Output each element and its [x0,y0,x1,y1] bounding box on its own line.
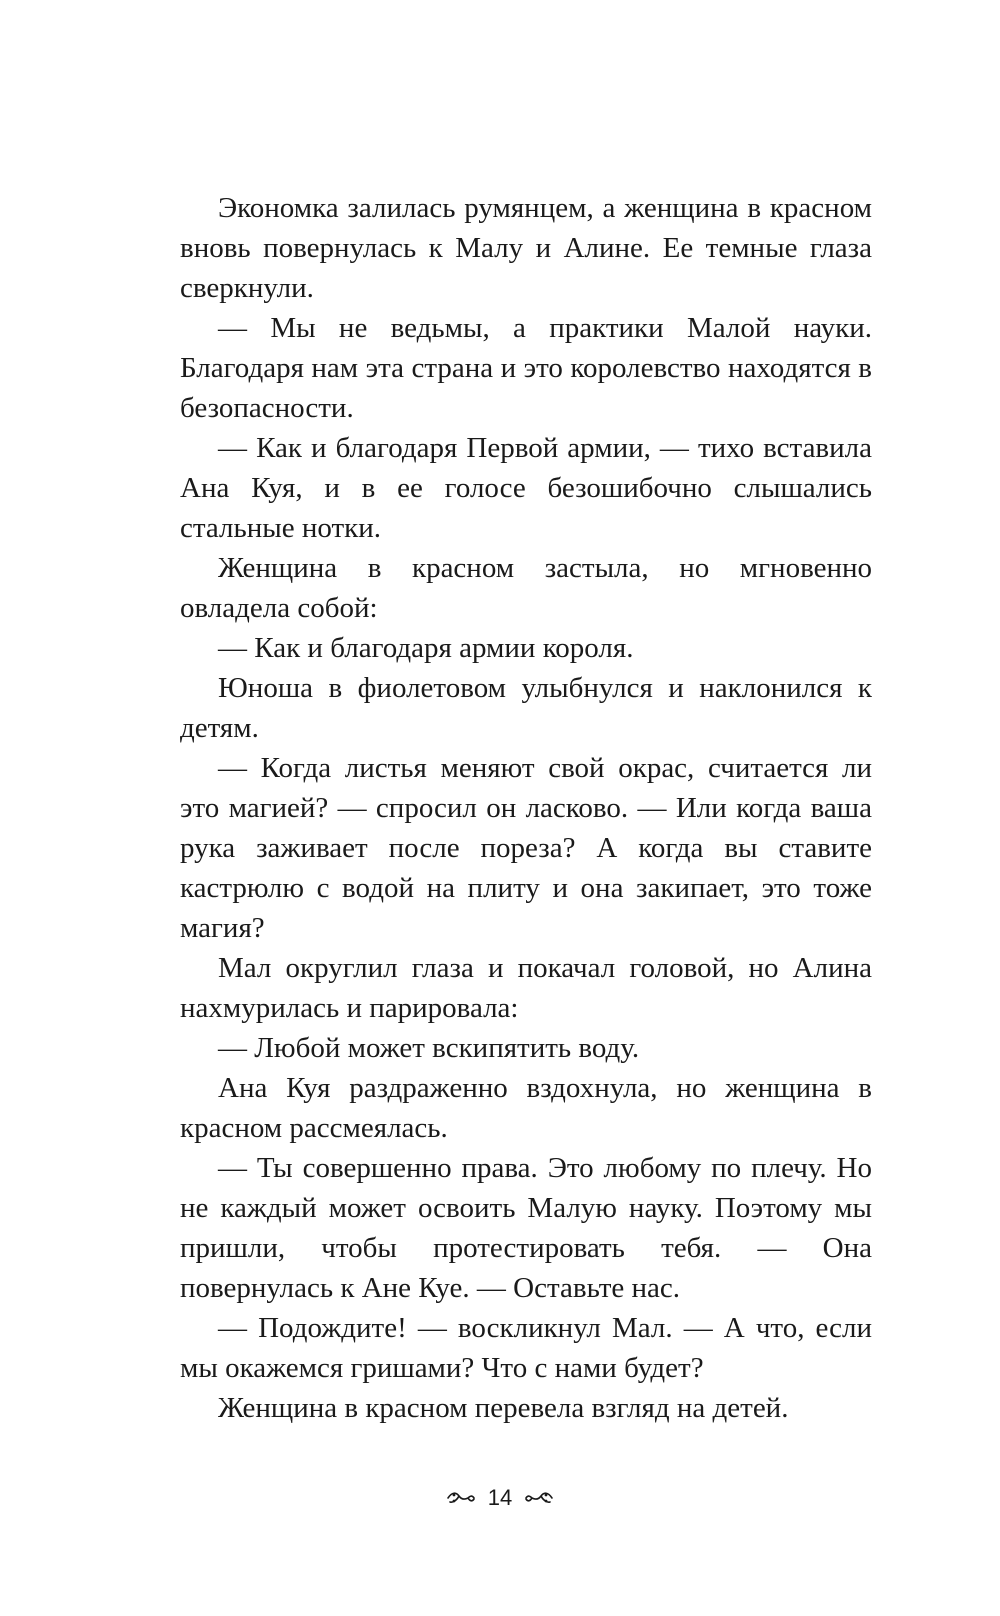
paragraph: — Когда листья меняют свой окрас, считается ли это магией? — спросил он ласково. — Или когда ваша рука заживает после пореза? А когда вы ставите кастрюлю с водой на плиту и она закипает, это тоже магия? [180,752,872,944]
page-number: 14 [487,1485,513,1511]
paragraph: Мал округлил глаза и покачал головой, но Алина нахмурилась и парировала: [180,952,872,1024]
page-footer [0,1482,1000,1513]
paragraph: — Подождите! — воскликнул Мал. — А что, если мы окажемся гришами? Что с нами будет? [180,1312,872,1384]
paragraph: — Как и благодаря Первой армии, — тихо вставила Ана Куя, и в ее голосе безошибочно слышались стальные нотки. [180,432,872,544]
paragraph: — Как и благодаря армии короля. [218,632,634,664]
fleuron-left-icon [446,1490,476,1506]
body-text [180,188,872,1428]
paragraph: Ана Куя раздраженно вздохнула, но женщина в красном рассмеялась. [180,1072,872,1144]
paragraph: — Мы не ведьмы, а практики Малой науки. Благодаря нам эта страна и это королевство находятся в безопасности. [180,312,872,424]
paragraph: — Ты совершенно права. Это любому по плечу. Но не каждый может освоить Малую науку. Поэтому мы пришли, чтобы протестировать тебя. — Она повернулась к Ане Куе. — Оставьте нас. [180,1152,872,1304]
paragraph: Юноша в фиолетовом улыбнулся и наклонился к детям. [180,672,872,744]
paragraph: Женщина в красном перевела взгляд на детей. [218,1392,789,1424]
paragraph: Женщина в красном застыла, но мгновенно овладела собой: [180,552,872,624]
paragraph: Экономка залилась румянцем, а женщина в красном вновь повернулась к Малу и Алине. Ее темные глаза сверкнули. [180,192,872,304]
paragraph: — Любой может вскипятить воду. [218,1032,640,1064]
fleuron-right-icon [524,1490,554,1506]
